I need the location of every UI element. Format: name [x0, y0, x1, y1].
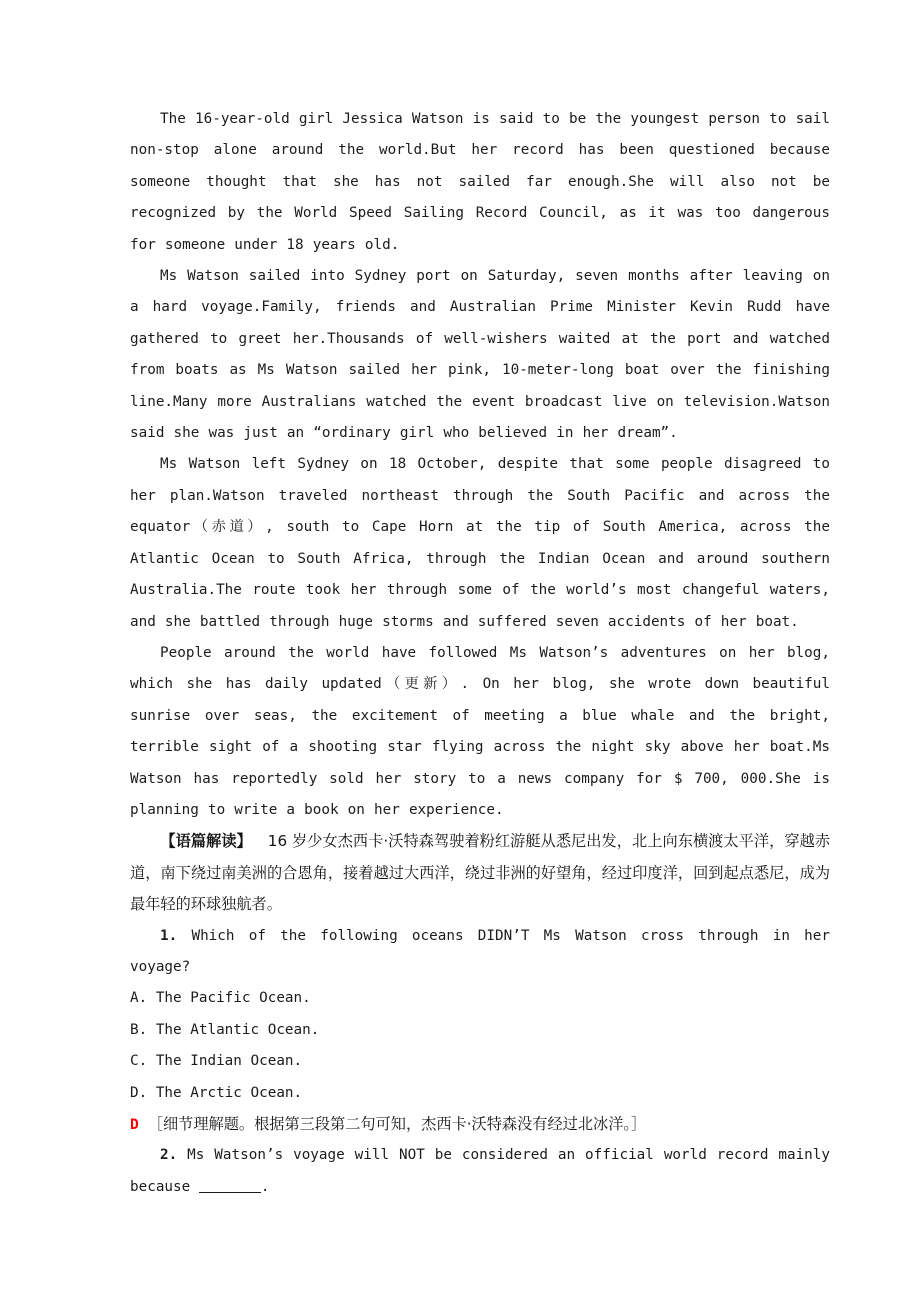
passage-paragraph-4: People around the world have followed Ms Watson’s adventures on her blog, which she has daily updated（更新）. On her blog, she wrote down beautiful sunrise over seas, the excitement of meeting a blue whale and the bright, terrible sight of a shooting star flying across the night sky above her boat.Ms Watson has reportedly sold her story to a news company for $ 700, 000.She is planning to write a book on her experience.: [130, 644, 830, 818]
question-1-option-d[interactable]: D. The Arctic Ocean.: [130, 1084, 303, 1101]
answer-blank[interactable]: [199, 1178, 261, 1193]
analysis-label: 【语篇解读】: [160, 832, 252, 851]
passage-paragraph-3: Ms Watson left Sydney on 18 October, despite that some people disagreed to her plan.Watson traveled northeast through the South Pacific and across the equator（赤道）, south to Cape Horn at the tip of South America, across the Atlantic Ocean to South Africa, through the Indian Ocean and around southern Australia.The route took her through some of the world’s most changeful waters, and she battled through huge storms and suffered seven accidents of her boat.: [130, 456, 830, 630]
analysis-text: 16 岁少女杰西卡·沃特森驾驶着粉红游艇从悉尼出发，北上向东横渡太平洋，穿越赤道，南下绕过南美洲的合恩角，接着越过大西洋，绕过非洲的好望角，经过印度洋，回到起点悉尼，成为最年轻的环球独航者。: [130, 832, 831, 914]
question-1: [130, 921, 830, 1141]
answer-letter: D: [130, 1116, 139, 1133]
question-1-number: 1.: [160, 927, 178, 944]
passage-paragraph-2: Ms Watson sailed into Sydney port on Saturday, seven months after leaving on a hard voyage.Family, friends and Australian Prime Minister Kevin Rudd have gathered to greet her.Thousands of well-wishers waited at the port and watched from boats as Ms Watson sailed her pink, 10-meter-long boat over the finishing line.Many more Australians watched the event broadcast live on television.Watson said she was just an “ordinary girl who believed in her dream”.: [130, 268, 830, 442]
question-1-option-a[interactable]: A. The Pacific Ocean.: [130, 990, 311, 1007]
passage-paragraph-1: The 16-year-old girl Jessica Watson is said to be the youngest person to sail non-stop alone around the world.But her record has been questioned because someone thought that she has not sailed far enough.She will also not be recognized by the World Speed Sailing Record Council, as it was too dangerous for someone under 18 years old.: [130, 111, 830, 253]
question-2: [130, 1140, 830, 1203]
question-2-stem: [130, 1140, 830, 1203]
question-1-text: Which of the following oceans DIDN’T Ms Watson cross through in her voyage?: [130, 927, 831, 975]
question-1-option-b[interactable]: B. The Atlantic Ocean.: [130, 1021, 320, 1038]
question-1-answer-row: [130, 1109, 830, 1140]
question-2-number: 2.: [160, 1147, 178, 1164]
question-1-option-c[interactable]: C. The Indian Ocean.: [130, 1053, 303, 1070]
question-1-stem: [130, 921, 830, 984]
question-2-text-before-blank: Ms Watson’s voyage will NOT be considered an official world record mainly because: [130, 1147, 830, 1195]
question-2-text-after-blank: .: [260, 1178, 270, 1195]
document-page: [130, 104, 830, 1203]
reading-passage: [130, 104, 830, 826]
answer-explanation: ［细节理解题。根据第三段第二句可知，杰西卡·沃特森没有经过北冰洋。］: [147, 1115, 647, 1133]
passage-analysis: [130, 826, 830, 920]
